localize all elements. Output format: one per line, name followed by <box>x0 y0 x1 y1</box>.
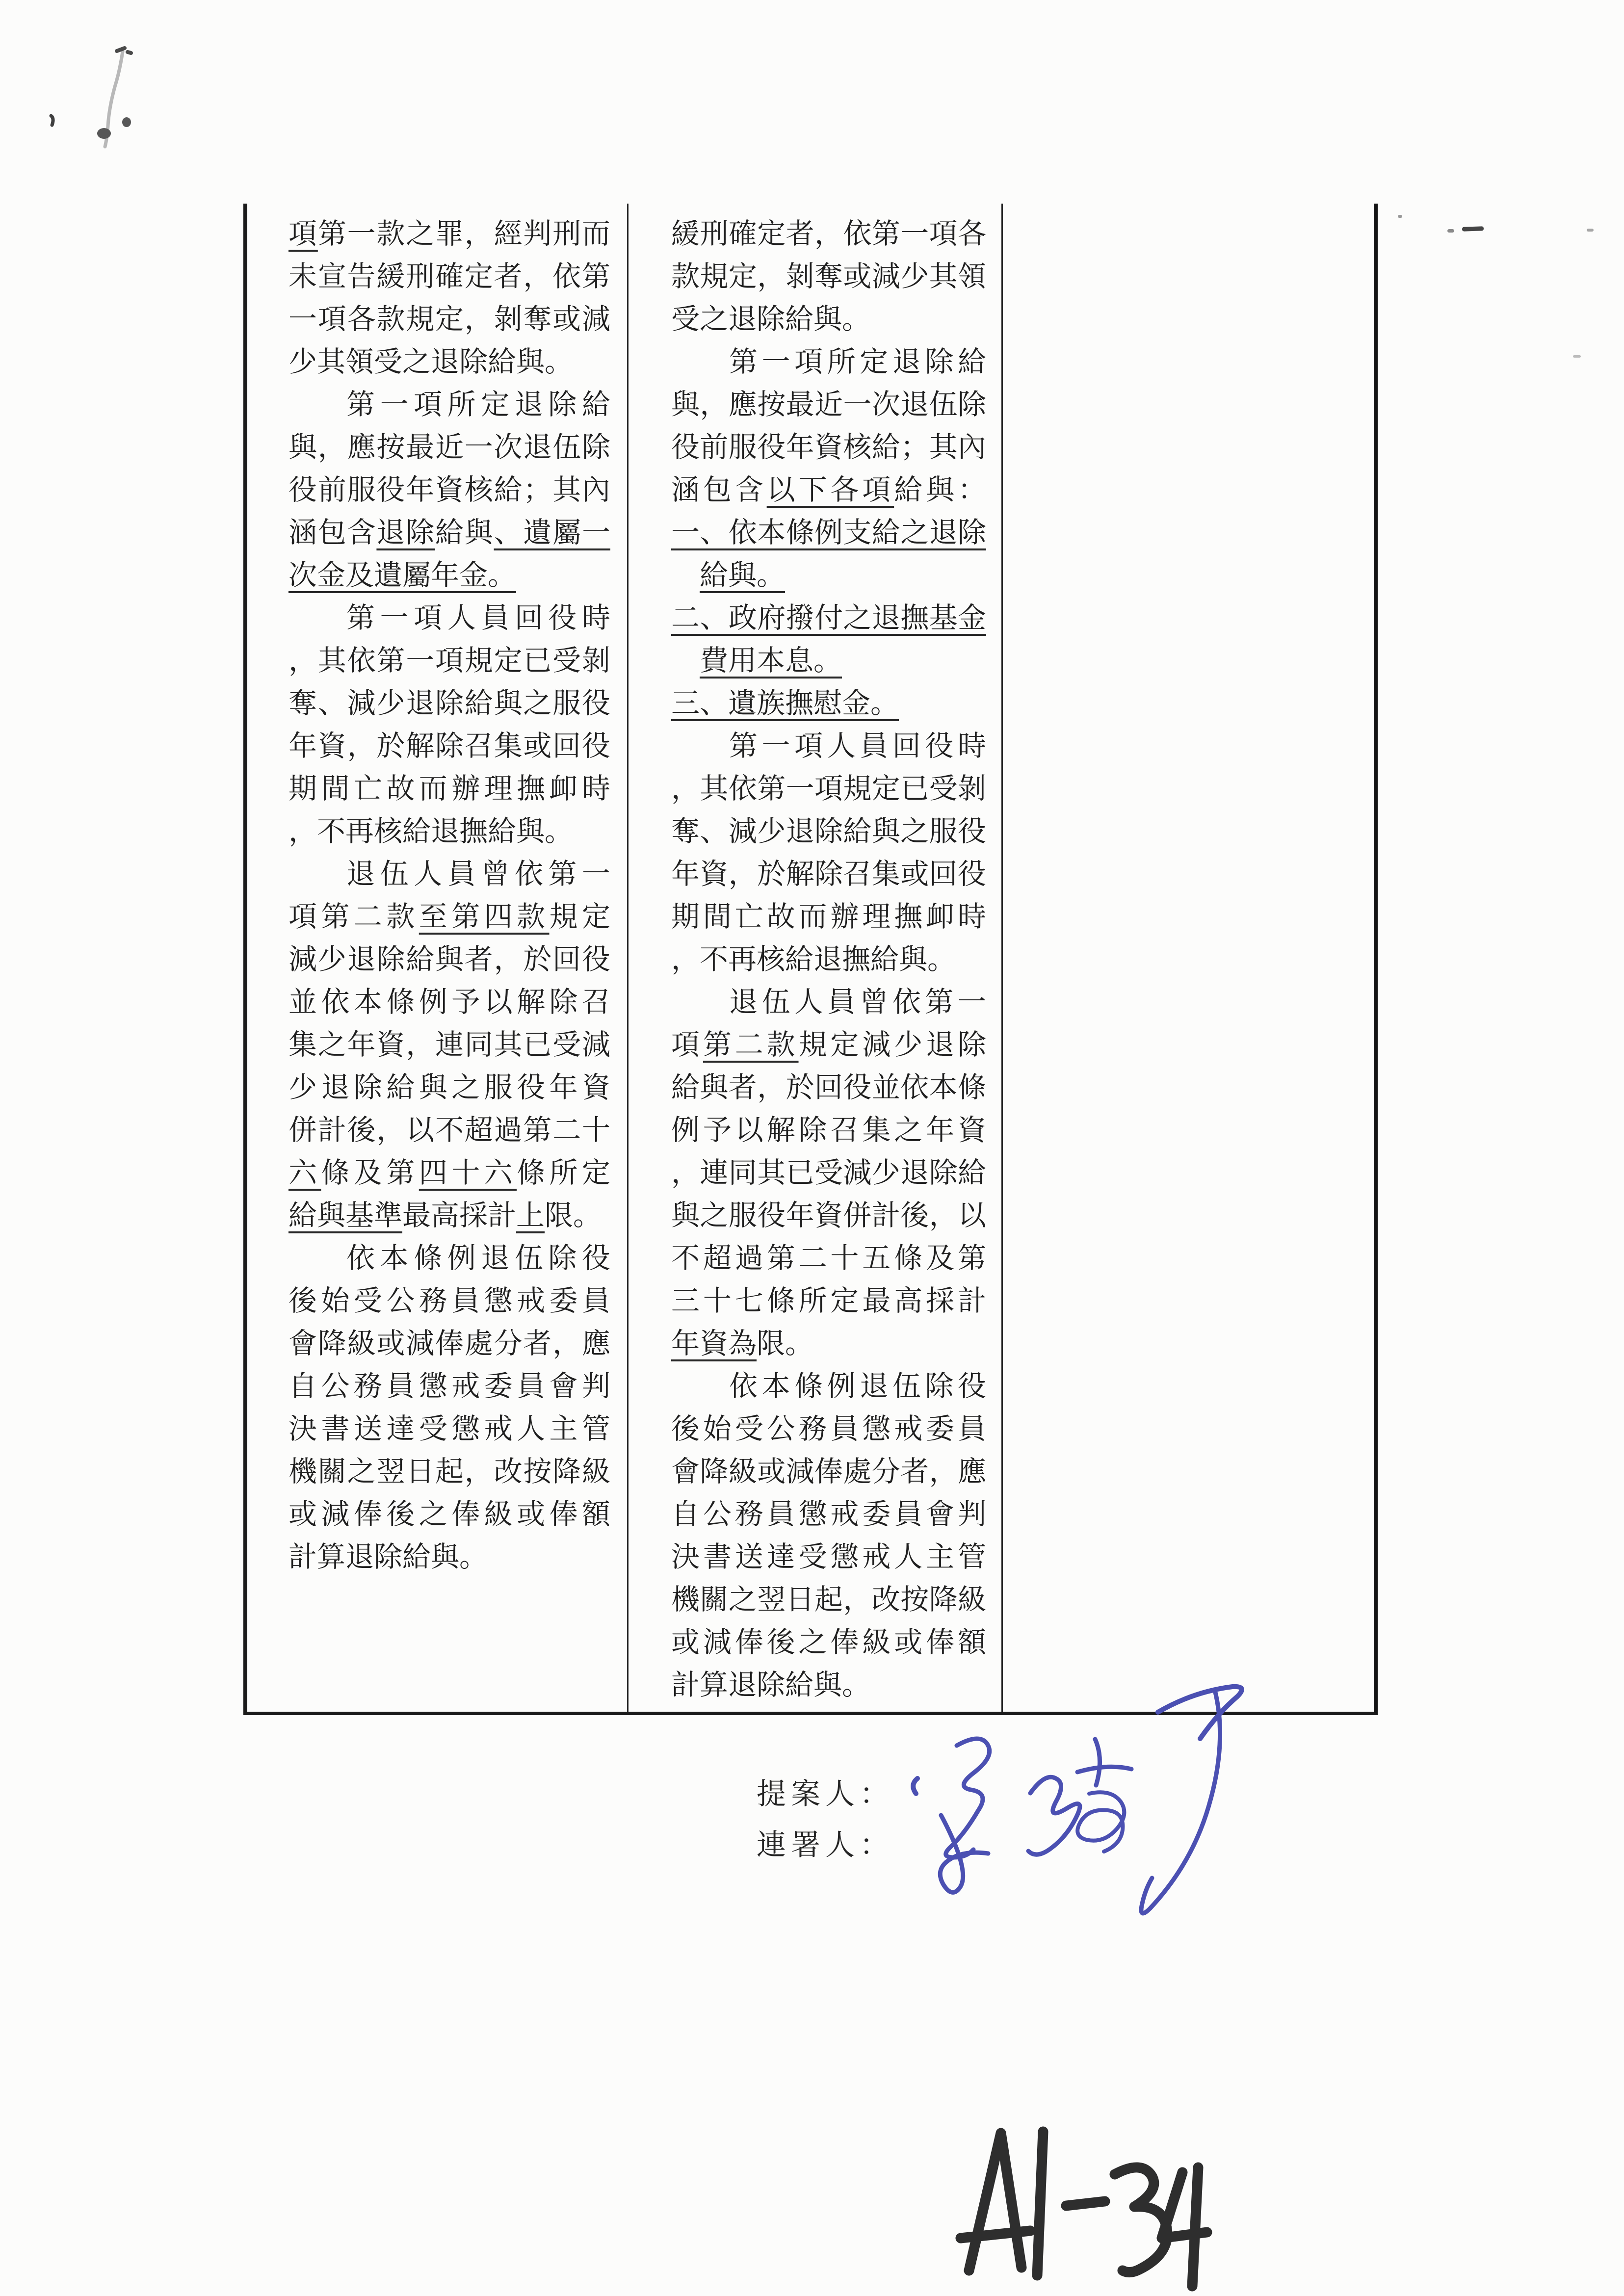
text-segment: 會降級或減俸處分者，應 <box>671 1456 986 1487</box>
text-segment: 給與： <box>894 474 986 506</box>
text-line <box>671 725 986 767</box>
underlined-amendment-text: 退除 <box>376 517 435 548</box>
text-line <box>288 1322 610 1365</box>
text-line <box>671 853 986 895</box>
text-line <box>288 1151 610 1194</box>
text-line <box>671 383 986 426</box>
text-segment: 第一項所定退除給 <box>346 389 610 420</box>
underlined-amendment-text: 二、政府撥付之退撫基金 <box>671 602 986 634</box>
text-segment: 後始受公務員懲戒委員 <box>288 1285 610 1317</box>
text-segment: 限。 <box>757 1328 814 1359</box>
text-line <box>288 426 610 469</box>
text-segment: 給與 <box>435 517 494 548</box>
text-segment: 決書送達受懲戒人主管 <box>288 1413 610 1445</box>
underlined-amendment-text: 至第四款 <box>419 901 550 933</box>
underlined-amendment-text: 年資為 <box>671 1328 757 1359</box>
text-segment: ，連同其已受減少退除給 <box>671 1157 986 1189</box>
text-segment: 或減俸後之俸級或俸額 <box>288 1498 610 1530</box>
text-segment: ，其依第一項規定已受剝 <box>288 645 610 677</box>
text-line <box>288 895 610 938</box>
text-segment: 並依本條例予以解除召 <box>288 986 610 1018</box>
text-segment: 與之服役年資併計後，以 <box>671 1200 986 1231</box>
text-line <box>671 810 986 853</box>
text-line <box>671 639 986 682</box>
text-line <box>671 554 986 597</box>
table-column-middle <box>627 204 1001 1712</box>
text-segment: ，其依第一項規定已受剝 <box>671 773 986 805</box>
text-line <box>671 212 986 255</box>
text-segment: 與，應按最近一次退伍除 <box>288 431 610 463</box>
scan-speck <box>1587 229 1594 232</box>
text-segment: 計算退除給與。 <box>671 1669 871 1701</box>
text-line <box>288 255 610 298</box>
cosigner-label: 連署人： <box>757 1829 894 1861</box>
text-line <box>671 981 986 1023</box>
underlined-amendment-text: 給與基準 <box>288 1200 403 1231</box>
text-line <box>288 1365 610 1408</box>
text-segment: 最高採計 <box>402 1200 517 1231</box>
text-line <box>288 298 610 340</box>
table-column-right-empty <box>1001 204 1374 1712</box>
text-line <box>671 1408 986 1450</box>
text-line <box>671 1194 986 1237</box>
text-segment: 奪、減少退除給與之服役 <box>671 815 986 847</box>
text-line <box>671 767 986 810</box>
text-line <box>288 938 610 981</box>
underlined-amendment-text: 六 <box>288 1157 321 1189</box>
text-line <box>288 1408 610 1450</box>
text-line <box>288 981 610 1023</box>
text-segment: 奪、減少退除給與之服役 <box>288 687 610 719</box>
text-line <box>671 938 986 981</box>
underlined-amendment-text: 費用本息。 <box>700 645 842 677</box>
pen-scratch-artifact <box>29 29 186 157</box>
text-line <box>288 767 610 810</box>
underlined-amendment-text: 一、依本條例支給之退除 <box>671 517 986 548</box>
text-segment: 自公務員懲戒委員會判 <box>288 1370 610 1402</box>
text-line <box>671 1621 986 1664</box>
text-line <box>288 1536 610 1578</box>
text-segment: 期間亡故而辦理撫卹時 <box>671 901 986 933</box>
text-line <box>671 1365 986 1408</box>
text-segment: 第一項所定退除給 <box>729 346 986 378</box>
text-segment: 依本條例退伍除役 <box>729 1370 986 1402</box>
text-line <box>671 1023 986 1066</box>
text-line <box>671 469 986 511</box>
text-line <box>288 1109 610 1151</box>
text-segment: 少其領受之退除給與。 <box>288 346 574 378</box>
proposer-signature-handwritten <box>883 1663 1276 1967</box>
text-segment: 項 <box>671 1029 703 1061</box>
underlined-amendment-text: 項 <box>288 218 318 250</box>
text-line <box>671 1066 986 1109</box>
underlined-amendment-text: 給與。 <box>700 559 786 591</box>
underlined-amendment-text: 四十六 <box>419 1157 517 1189</box>
text-line <box>288 725 610 767</box>
text-line <box>288 212 610 255</box>
text-segment: 依本條例退伍除役 <box>346 1242 610 1274</box>
text-line <box>288 469 610 511</box>
text-segment: 年資，於解除召集或回役 <box>671 858 986 890</box>
text-segment: 自公務員懲戒委員會判 <box>671 1498 986 1530</box>
text-line <box>288 1023 610 1066</box>
text-segment: 一項各款規定，剝奪或減 <box>288 303 610 335</box>
text-line <box>671 1450 986 1493</box>
text-line <box>288 1450 610 1493</box>
text-segment: 條所定 <box>517 1157 610 1189</box>
text-segment: 併計後，以不超過第二十 <box>288 1114 610 1146</box>
text-line <box>288 1493 610 1536</box>
underlined-amendment-text: 以下各項 <box>766 474 894 506</box>
text-segment: 減少退除給與者，於回役 <box>288 943 610 975</box>
text-line <box>288 511 610 554</box>
text-line <box>671 597 986 639</box>
text-line <box>288 340 610 383</box>
text-segment: 退伍人員曾依第一 <box>346 858 610 890</box>
text-segment: 集之年資，連同其已受減 <box>288 1029 610 1061</box>
text-segment: 未宣告緩刑確定者，依第 <box>288 261 610 292</box>
text-line <box>671 895 986 938</box>
text-line <box>671 1109 986 1151</box>
text-segment: ，不再核給退撫給與。 <box>671 943 956 975</box>
text-line <box>288 1194 610 1237</box>
text-line <box>671 298 986 340</box>
text-segment: 緩刑確定者，依第一項各 <box>671 218 986 250</box>
text-segment: 不超過第二十五條及第 <box>671 1242 986 1274</box>
underlined-amendment-text: 上 <box>516 1200 545 1231</box>
text-segment: 計算退除給與。 <box>288 1541 488 1573</box>
text-segment: 條及第 <box>321 1157 419 1189</box>
text-line <box>288 639 610 682</box>
text-segment: 例予以解除召集之年資 <box>671 1114 986 1146</box>
text-line <box>288 1066 610 1109</box>
text-line <box>671 426 986 469</box>
text-line <box>671 1237 986 1279</box>
text-line <box>288 1237 610 1279</box>
text-segment: 規定 <box>549 901 610 933</box>
scan-speck <box>1398 215 1402 218</box>
text-line <box>671 255 986 298</box>
text-line <box>671 1151 986 1194</box>
text-line <box>288 383 610 426</box>
text-line <box>288 682 610 725</box>
text-segment: 年資，於解除召集或回役 <box>288 730 610 762</box>
text-segment: 涵包含 <box>288 517 377 548</box>
law-comparison-table <box>243 204 1378 1715</box>
underlined-amendment-text: 第二款 <box>703 1029 799 1061</box>
text-line <box>288 597 610 639</box>
page-code-handwritten <box>947 2110 1222 2296</box>
text-segment: 機關之翌日起，改按降級 <box>288 1456 610 1487</box>
proposer-label: 提案人： <box>757 1778 894 1810</box>
text-segment: 款規定，剝奪或減少其領 <box>671 261 986 292</box>
text-segment: 受之退除給與。 <box>671 303 871 335</box>
text-segment: 會降級或減俸處分者，應 <box>288 1328 610 1359</box>
text-line <box>671 340 986 383</box>
text-line <box>671 1536 986 1578</box>
text-segment: 給與者，於回役並依本條 <box>671 1071 986 1103</box>
text-segment: 第一款之罪，經判刑而 <box>317 218 610 250</box>
text-line <box>671 682 986 725</box>
underlined-amendment-text: 次金及遺屬年金。 <box>288 559 517 591</box>
text-segment: 退伍人員曾依第一 <box>729 986 986 1018</box>
text-line <box>671 1578 986 1621</box>
text-segment: 役前服役年資核給；其內 <box>288 474 610 506</box>
text-line <box>288 810 610 853</box>
text-line <box>671 1322 986 1365</box>
scan-speck <box>1573 355 1581 358</box>
text-segment: 第一項人員回役時 <box>346 602 610 634</box>
scan-speck <box>1447 229 1454 233</box>
text-segment: 役前服役年資核給；其內 <box>671 431 986 463</box>
text-line <box>671 1493 986 1536</box>
text-segment: 期間亡故而辦理撫卹時 <box>288 773 610 805</box>
text-segment: 涵包含 <box>671 474 767 506</box>
text-line <box>288 554 610 597</box>
text-segment: 決書送達受懲戒人主管 <box>671 1541 986 1573</box>
underlined-amendment-text: 、遺屬一 <box>494 517 610 548</box>
text-segment: 第一項人員回役時 <box>729 730 986 762</box>
text-line <box>288 853 610 895</box>
text-segment: 與，應按最近一次退伍除 <box>671 389 986 420</box>
text-segment: 規定減少退除 <box>798 1029 986 1061</box>
text-segment: ，不再核給退撫給與。 <box>288 815 574 847</box>
text-line <box>671 1279 986 1322</box>
table-column-left <box>247 204 627 1712</box>
text-line <box>671 511 986 554</box>
text-line <box>288 1279 610 1322</box>
text-segment: 或減俸後之俸級或俸額 <box>671 1626 986 1658</box>
scan-speck <box>1462 226 1484 232</box>
text-segment: 機關之翌日起，改按降級 <box>671 1584 986 1616</box>
underlined-amendment-text: 三、遺族撫慰金。 <box>671 687 899 719</box>
text-segment: 少退除給與之服役年資 <box>288 1071 610 1103</box>
text-segment: 三十七條所定最高採計 <box>671 1285 986 1317</box>
text-segment: 項第二款 <box>288 901 419 933</box>
text-segment: 後始受公務員懲戒委員 <box>671 1413 986 1445</box>
text-segment: 限。 <box>545 1200 602 1231</box>
